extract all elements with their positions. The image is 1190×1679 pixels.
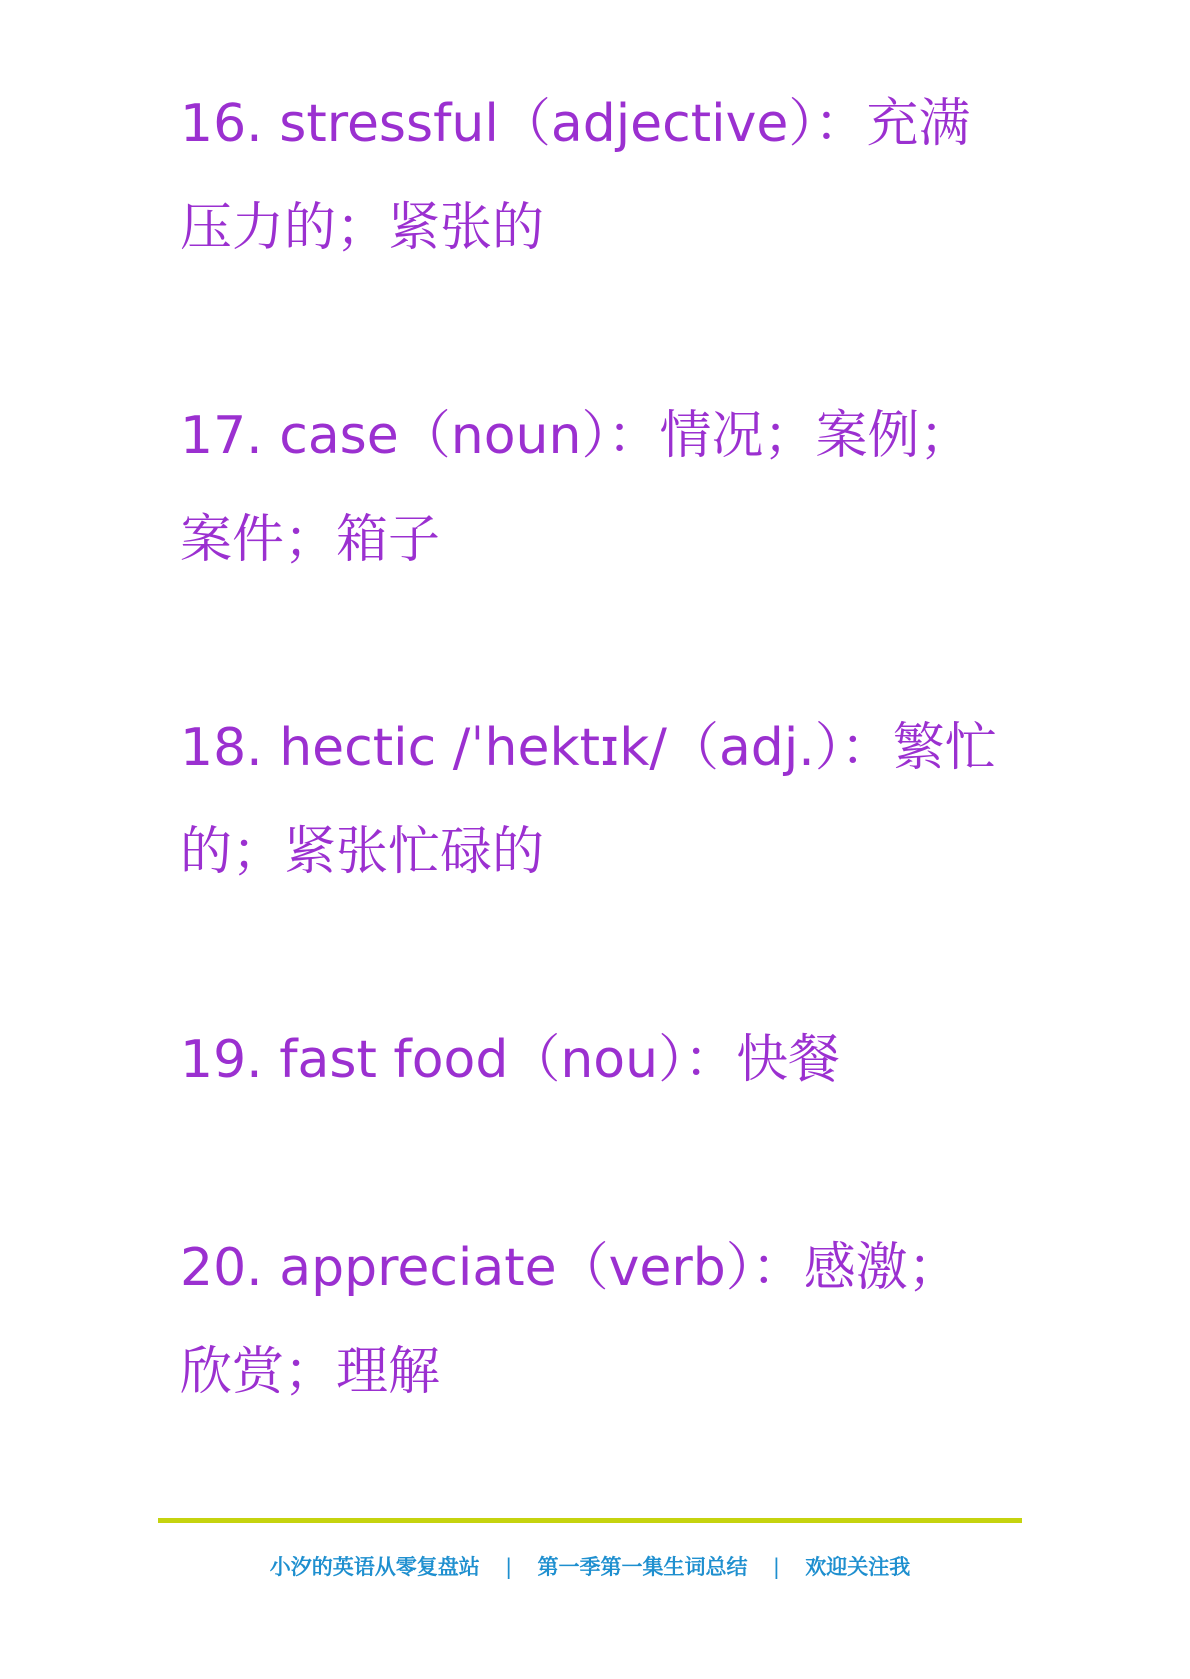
vocab-entry-17: 17. case（noun）：情况；案例；案件；箱子 xyxy=(180,406,972,570)
footer-divider xyxy=(158,1518,1022,1523)
footer-separator: | xyxy=(772,1555,780,1579)
footer-site-name: 小汐的英语从零复盘站 xyxy=(269,1555,480,1579)
vocab-entry-20: 20. appreciate（verb）：感激；欣赏；理解 xyxy=(180,1238,960,1402)
footer-follow-text: 欢迎关注我 xyxy=(805,1555,911,1579)
footer xyxy=(158,1552,1022,1582)
vocab-entry-19: 19. fast food（nou）：快餐 xyxy=(180,1030,841,1090)
footer-episode-title: 第一季第一集生词总结 xyxy=(537,1555,748,1579)
footer-separator: | xyxy=(505,1555,513,1579)
vocab-entry-16: 16. stressful（adjective）：充满压力的；紧张的 xyxy=(180,94,971,258)
vocab-entry-18: 18. hectic /ˈhektɪk/（adj.）：繁忙的；紧张忙碌的 xyxy=(180,718,997,882)
vocab-list xyxy=(180,72,1010,1424)
